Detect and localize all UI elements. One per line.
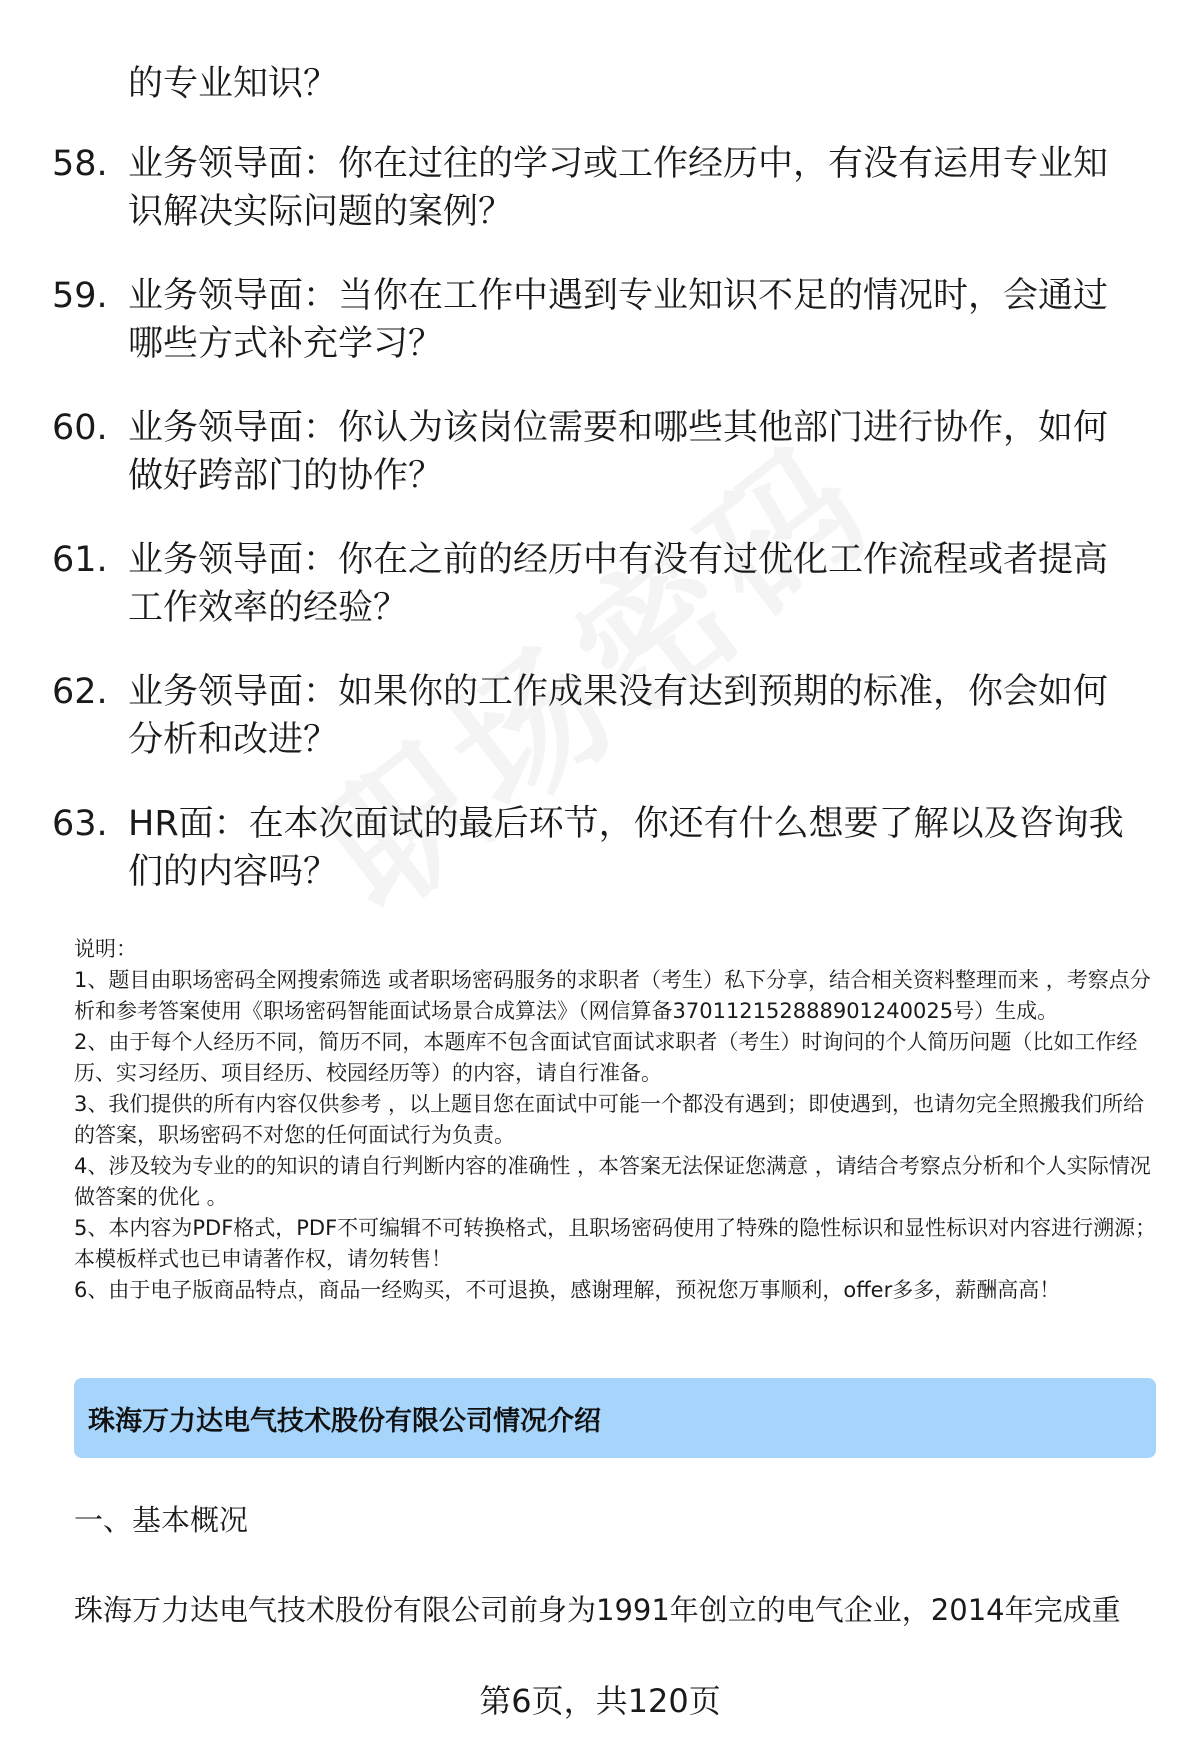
note-item: 6、由于电子版商品特点，商品一经购买，不可退换，感谢理解，预祝您万事顺利，offer多多，薪酬高高！ (74, 1278, 1061, 1302)
question-text: 业务领导面：你认为该岗位需要和哪些其他部门进行协作，如何做好跨部门的协作？ (128, 408, 1109, 496)
question-number: 62. (52, 672, 108, 712)
question-number: 63. (52, 804, 108, 844)
question-item (52, 272, 1152, 368)
notes-section (74, 934, 1160, 1306)
question-text: 业务领导面：你在之前的经历中有没有过优化工作流程或者提高工作效率的经验？ (128, 540, 1109, 628)
question-item (52, 800, 1152, 896)
question-item (52, 668, 1152, 764)
question-list (52, 140, 1152, 932)
note-item: 2、由于每个人经历不同，简历不同，本题库不包含面试官面试求职者（考生）时询问的个人简历问题（比如工作经历、实习经历、项目经历、校园经历等）的内容，请自行准备。 (74, 1030, 1138, 1085)
question-text: 业务领导面：当你在工作中遇到专业知识不足的情况时，会通过哪些方式补充学习？ (128, 276, 1109, 364)
question-text: 业务领导面：如果你的工作成果没有达到预期的标准，你会如何分析和改进？ (128, 672, 1109, 760)
notes-title: 说明： (74, 937, 137, 961)
question-number: 60. (52, 408, 108, 448)
question-number: 59. (52, 276, 108, 316)
note-item: 4、涉及较为专业的的知识的请自行判断内容的准确性 ，本答案无法保证您满意 ，请结合考察点分析和个人实际情况做答案的优化 。 (74, 1154, 1151, 1209)
question-number: 61. (52, 540, 108, 580)
note-item: 3、我们提供的所有内容仅供参考 ，以上题目您在面试中可能一个都没有遇到；即使遇到，也请勿完全照搬我们所给的答案，职场密码不对您的任何面试行为负责。 (74, 1092, 1145, 1147)
question-number: 58. (52, 144, 108, 184)
note-item: 5、本内容为PDF格式，PDF不可编辑不可转换格式，且职场密码使用了特殊的隐性标识和显性标识对内容进行溯源；本模板样式也已申请著作权，请勿转售！ (74, 1216, 1157, 1271)
question-item (52, 404, 1152, 500)
question-text: HR面：在本次面试的最后环节，你还有什么想要了解以及咨询我们的内容吗？ (128, 804, 1124, 892)
body-paragraph: 珠海万力达电气技术股份有限公司前身为1991年创立的电气企业，2014年完成重 (74, 1593, 1121, 1627)
question-text: 业务领导面：你在过往的学习或工作经历中，有没有运用专业知识解决实际问题的案例？ (128, 144, 1109, 232)
company-banner (74, 1378, 1156, 1458)
note-item: 1、题目由职场密码全网搜索筛选 或者职场密码服务的求职者（考生）私下分享，结合相关资料整理而来 ，考察点分析和参考答案使用《职场密码智能面试场景合成算法》（网信算备370112152888901240025号）生成。 (74, 968, 1151, 1023)
section-heading: 一、基本概况 (74, 1503, 249, 1537)
page-footer: 第6页，共120页 (479, 1682, 721, 1720)
banner-title: 珠海万力达电气技术股份有限公司情况介绍 (88, 1405, 601, 1437)
question-item (52, 140, 1152, 236)
question-item (52, 536, 1152, 632)
question-continuation: 的专业知识？ (128, 64, 339, 104)
